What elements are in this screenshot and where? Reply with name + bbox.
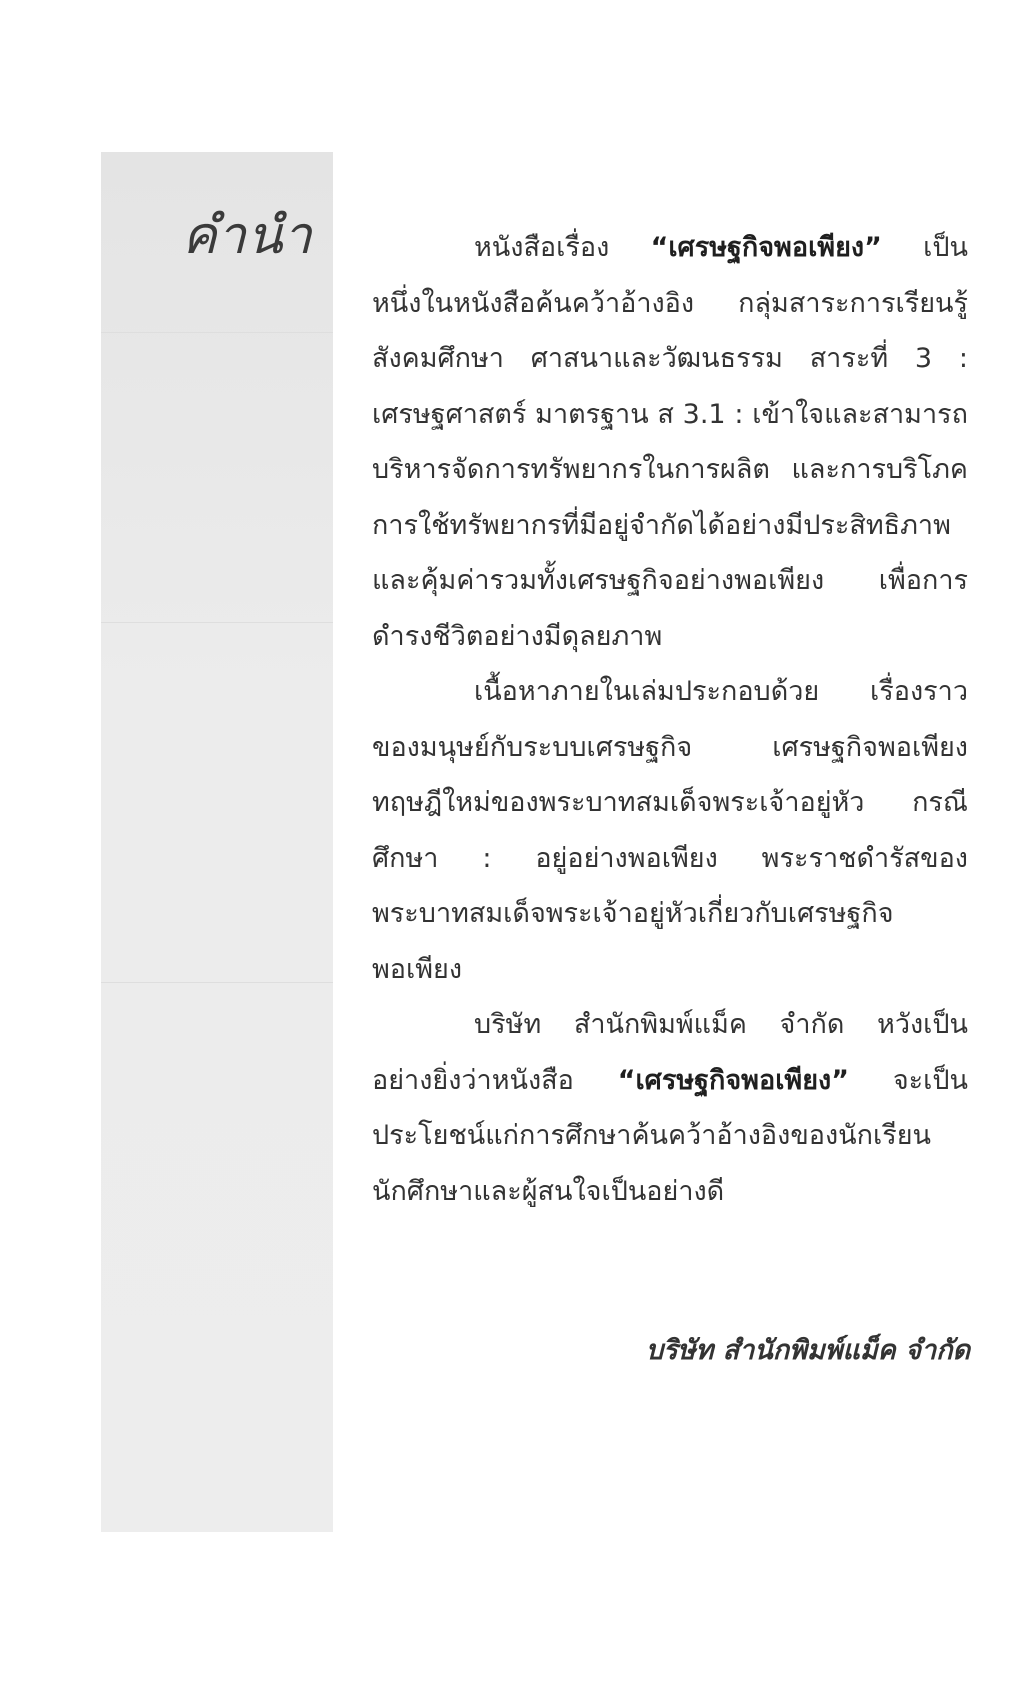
text-line (372, 220, 968, 276)
paragraph-2 (372, 664, 968, 997)
text-line: พอเพียง (372, 953, 463, 985)
band-rule (101, 332, 333, 333)
book-title-bold: “เศรษฐกิจพอเพียง” (617, 1064, 849, 1096)
paragraph-3 (372, 997, 968, 1219)
text-line: ของมนุษย์กับระบบเศรษฐกิจ เศรษฐกิจพอเพียง (372, 731, 968, 763)
text-line: บริหารจัดการทรัพยากรในการผลิต และการบริโภค (372, 454, 968, 485)
text-line: การใช้ทรัพยากรที่มีอยู่จำกัดได้อย่างมีประสิทธิภาพ (372, 509, 951, 541)
text-line: สังคมศึกษา ศาสนาและวัฒนธรรม สาระที่ 3 : (372, 343, 968, 374)
text-run: หนังสือเรื่อง (474, 232, 651, 263)
publisher-signature: บริษัท สำนักพิมพ์แม็ค จำกัด (646, 1335, 970, 1366)
text-line: หนึ่งในหนังสือค้นคว้าอ้างอิง กลุ่มสาระการเรียนรู้ (372, 287, 968, 319)
text-line: ประโยชน์แก่การศึกษาค้นคว้าอ้างอิงของนักเรียน (372, 1120, 931, 1151)
book-title-bold: “เศรษฐกิจพอเพียง” (650, 232, 882, 263)
text-line: ดำรงชีวิตอย่างมีดุลยภาพ (372, 620, 663, 652)
text-run: เป็น (881, 232, 968, 263)
text-run: จะเป็น (848, 1064, 968, 1096)
text-line: บริษัท สำนักพิมพ์แม็ค จำกัด หวังเป็น (474, 1009, 968, 1040)
band-rule (101, 622, 333, 623)
side-band (101, 152, 333, 1532)
text-line: ทฤษฎีใหม่ของพระบาทสมเด็จพระเจ้าอยู่หัว กรณี (372, 787, 968, 818)
text-line: พระบาทสมเด็จพระเจ้าอยู่หัวเกี่ยวกับเศรษฐกิจ (372, 898, 894, 929)
band-rule (101, 982, 333, 983)
text-line (372, 1053, 968, 1109)
text-run: อย่างยิ่งว่าหนังสือ (372, 1064, 618, 1096)
paragraph-1 (372, 220, 968, 664)
text-line: เศรษฐศาสตร์ มาตรฐาน ส 3.1 : เข้าใจและสามารถ (372, 398, 968, 430)
text-line: นักศึกษาและผู้สนใจเป็นอย่างดี (372, 1175, 725, 1207)
text-line: ศึกษา : อยู่อย่างพอเพียง พระราชดำรัสของ (372, 842, 968, 874)
text-line: เนื้อหาภายในเล่มประกอบด้วย เรื่องราว (474, 676, 968, 707)
page-heading: คำนำ (182, 206, 313, 266)
preface-body (372, 220, 968, 1219)
text-line: และคุ้มค่ารวมทั้งเศรษฐกิจอย่างพอเพียง เพื่อการ (372, 565, 968, 596)
